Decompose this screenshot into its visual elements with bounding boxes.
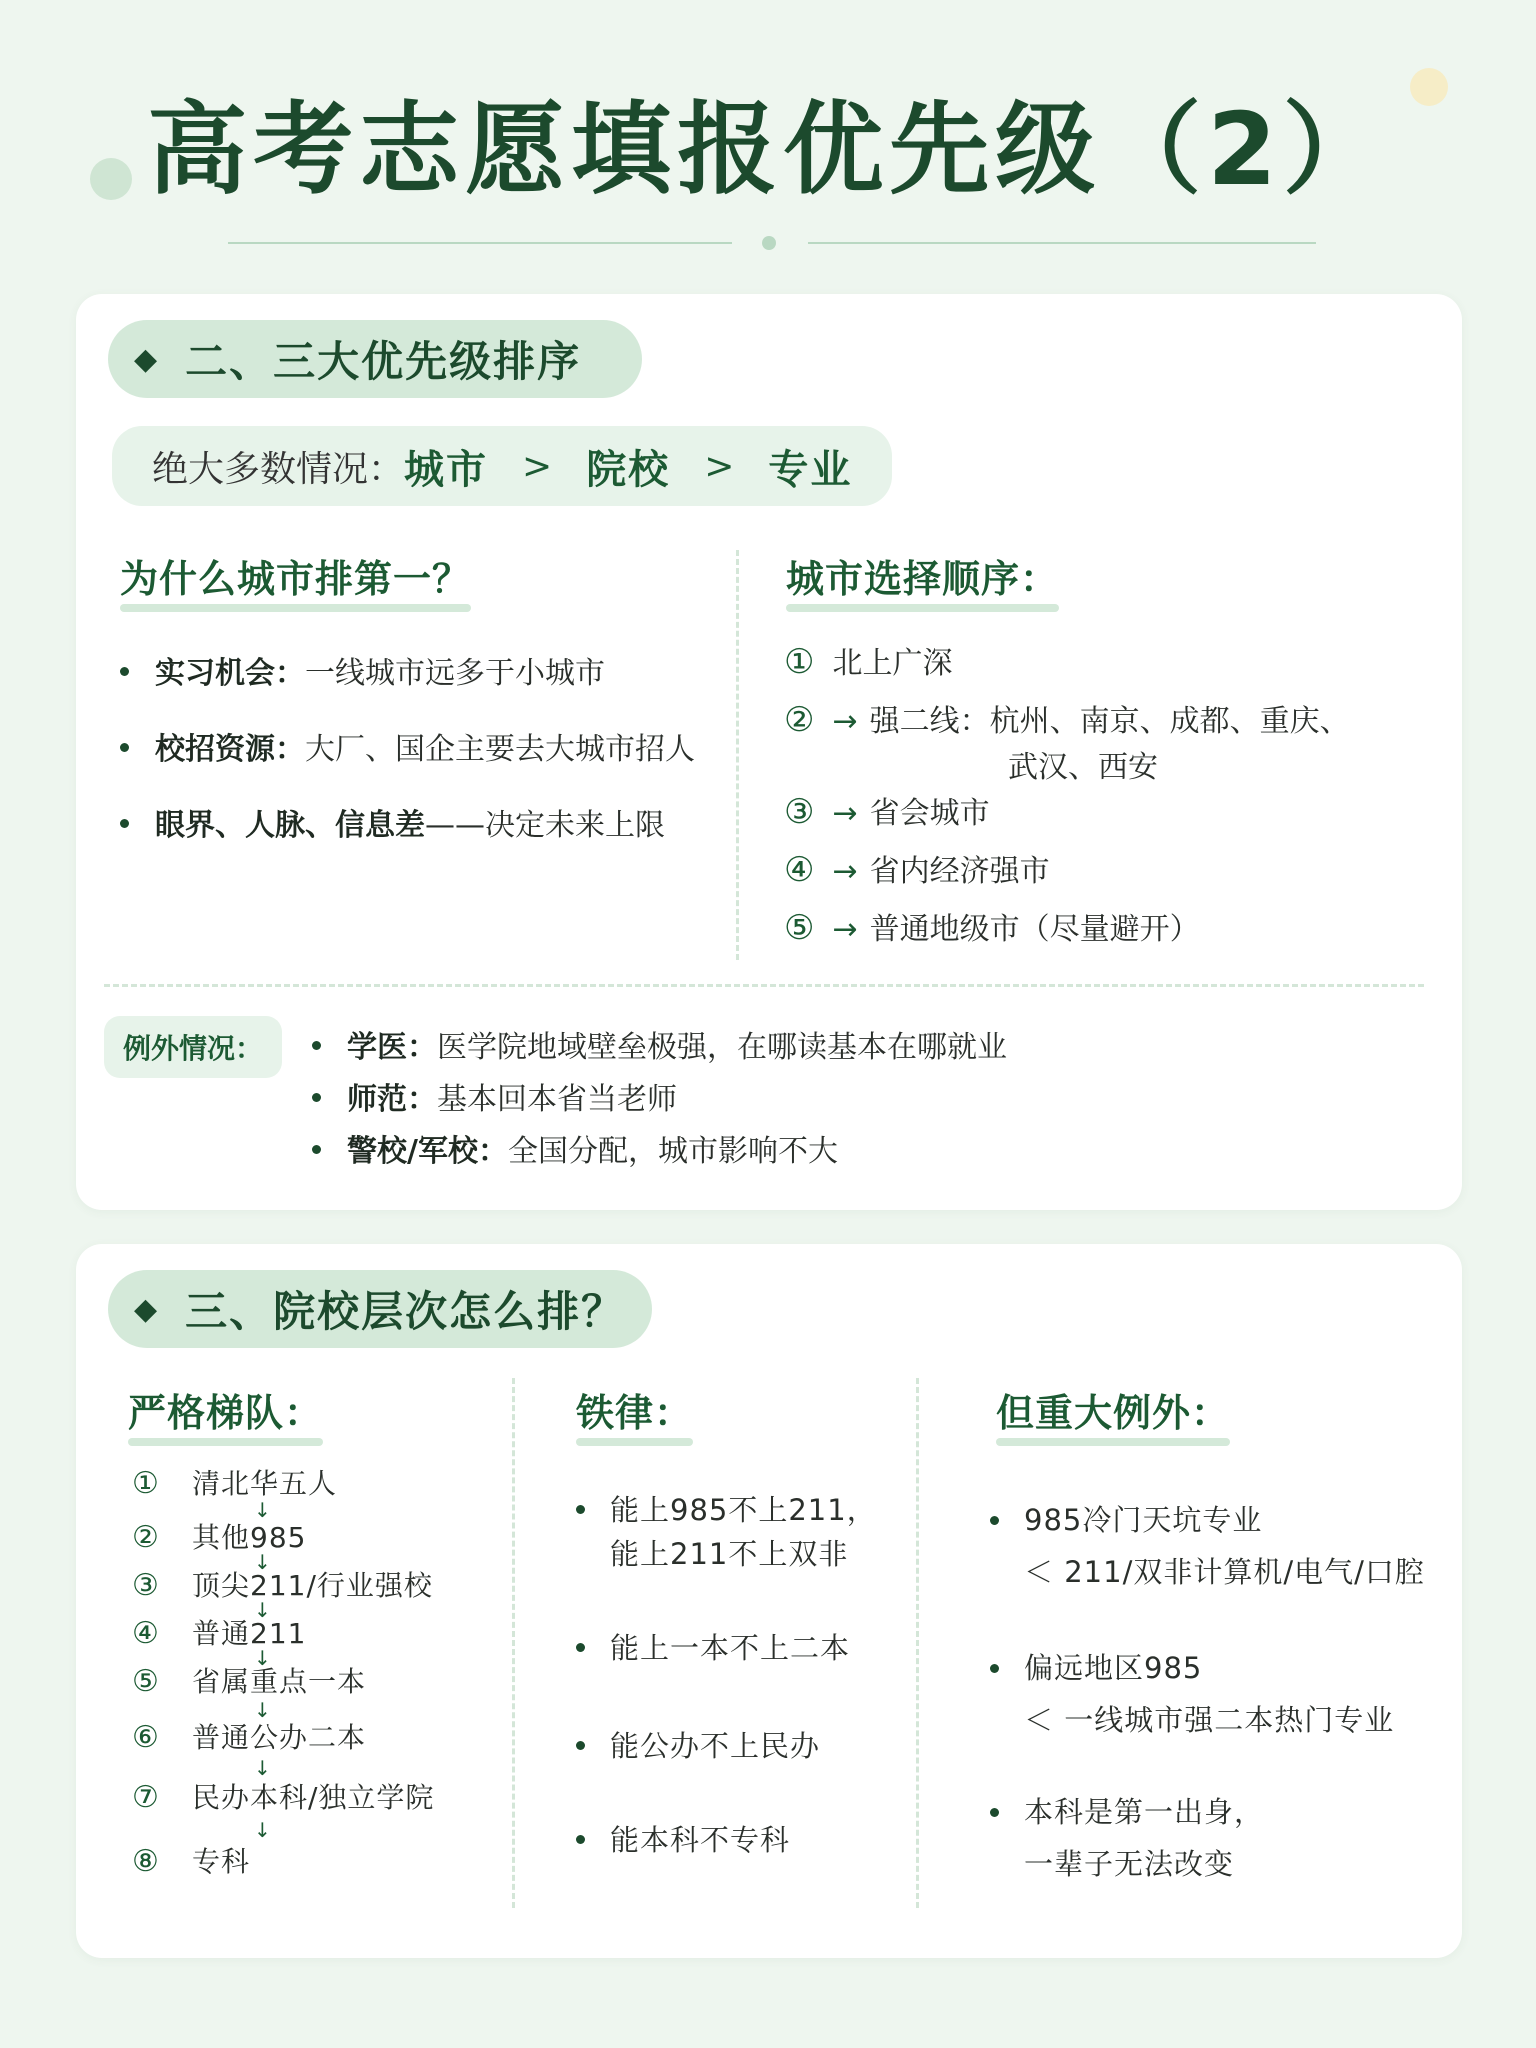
dot-icon: [576, 1741, 585, 1750]
tier-item: ⑦ 民办本科/独立学院: [132, 1780, 435, 1815]
tier-item: ③ 顶尖211/行业强校: [132, 1568, 433, 1603]
exception-item: 警校/军校：全国分配，城市影响不大: [312, 1132, 838, 1172]
why-city-heading: 为什么城市排第一？: [120, 554, 471, 606]
list-item: 校招资源：大厂、国企主要去大城市招人: [120, 730, 695, 770]
rule-item: 能公办不上民办: [610, 1724, 820, 1768]
tier-item: ⑧ 专科: [132, 1844, 251, 1879]
major-exception-item: 本科是第一出身， 一辈子无法改变: [1024, 1786, 1264, 1890]
tier-item: ④ 普通211: [132, 1616, 307, 1651]
arrow-down-icon: ↓: [254, 1598, 271, 1622]
rule-item: 能本科不专科: [610, 1818, 790, 1862]
section-heading-text: 二、三大优先级排序: [185, 337, 582, 386]
section-priority-card: [76, 294, 1462, 1210]
dot-icon: [990, 1808, 999, 1817]
dot-icon: [576, 1505, 585, 1514]
arrow-down-icon: ↓: [254, 1550, 271, 1574]
arrow-down-icon: ↓: [254, 1498, 271, 1522]
priority-item-school: 院校: [586, 446, 671, 493]
dot-icon: [312, 1041, 321, 1050]
city-order-item: ③ → 省会城市: [784, 792, 990, 832]
dot-icon: [312, 1145, 321, 1154]
arrow-down-icon: ↓: [254, 1646, 271, 1670]
tier-item: ② 其他985: [132, 1520, 307, 1555]
dot-icon: [120, 819, 129, 828]
arrow-down-icon: ↓: [254, 1756, 271, 1780]
list-item: 眼界、人脉、信息差——决定未来上限: [120, 806, 665, 846]
rule-item: 能上985不上211， 能上211不上双非: [610, 1488, 877, 1576]
title-divider-left: [228, 242, 732, 244]
exception-item: 学医：医学院地域壁垒极强，在哪读基本在哪就业: [312, 1028, 1007, 1068]
horizontal-divider: [104, 984, 1424, 987]
arrow-right-icon: →: [832, 854, 858, 889]
major-exceptions-heading: 但重大例外：: [996, 1388, 1230, 1440]
column-divider: [736, 550, 739, 960]
dot-icon: [576, 1835, 585, 1844]
rule-item: 能上一本不上二本: [610, 1626, 850, 1670]
section-heading-text: 三、院校层次怎么排？: [185, 1287, 626, 1336]
priority-summary-bar: [112, 426, 892, 506]
city-order-item: ① 北上广深: [784, 642, 953, 682]
city-order-item-continued: 武汉、西安: [1008, 750, 1158, 785]
list-item: 实习机会：一线城市远多于小城市: [120, 654, 605, 694]
page-title: 高考志愿填报优先级（2）: [147, 91, 1389, 208]
column-divider: [512, 1378, 515, 1908]
major-exception-item: 985冷门天坑专业 ＜ 211/双非计算机/电气/口腔: [1024, 1494, 1425, 1598]
priority-item-city: 城市: [404, 446, 489, 493]
major-exception-item: 偏远地区985 ＜ 一线城市强二本热门专业: [1024, 1642, 1394, 1746]
dot-icon: [120, 667, 129, 676]
priority-separator: >: [704, 445, 735, 487]
city-order-heading: 城市选择顺序：: [786, 554, 1059, 606]
diamond-icon: ◆: [134, 341, 160, 377]
section-school-tier-card: [76, 1244, 1462, 1958]
tier-item: ⑤ 省属重点一本: [132, 1664, 367, 1699]
exception-item: 师范：基本回本省当老师: [312, 1080, 677, 1120]
section-heading-school-tier: [108, 1270, 652, 1348]
arrow-right-icon: →: [832, 796, 858, 831]
section-heading-priority: [108, 320, 642, 398]
exception-label: 例外情况：: [104, 1016, 282, 1078]
arrow-down-icon: ↓: [254, 1818, 271, 1842]
priority-separator: >: [522, 445, 553, 487]
dot-icon: [990, 1664, 999, 1673]
dot-icon: [576, 1643, 585, 1652]
city-order-item: ④ → 省内经济强市: [784, 850, 1050, 890]
city-order-item: ② → 强二线：杭州、南京、成都、重庆、: [784, 700, 1350, 740]
tier-item: ⑥ 普通公办二本: [132, 1720, 367, 1755]
arrow-right-icon: →: [832, 912, 858, 947]
priority-prefix: 绝大多数情况：: [152, 448, 405, 490]
tiers-heading: 严格梯队：: [128, 1388, 323, 1440]
title-divider-dot: [762, 236, 776, 250]
dot-icon: [990, 1516, 999, 1525]
rules-heading: 铁律：: [576, 1388, 693, 1440]
city-order-item: ⑤ → 普通地级市（尽量避开）: [784, 908, 1200, 948]
tier-item: ① 清北华五人: [132, 1466, 338, 1501]
column-divider: [916, 1378, 919, 1908]
dot-icon: [312, 1093, 321, 1102]
dot-icon: [120, 743, 129, 752]
arrow-down-icon: ↓: [254, 1698, 271, 1722]
title-divider-right: [808, 242, 1316, 244]
priority-item-major: 专业: [768, 446, 853, 493]
arrow-right-icon: →: [832, 704, 858, 739]
diamond-icon: ◆: [134, 1291, 160, 1327]
